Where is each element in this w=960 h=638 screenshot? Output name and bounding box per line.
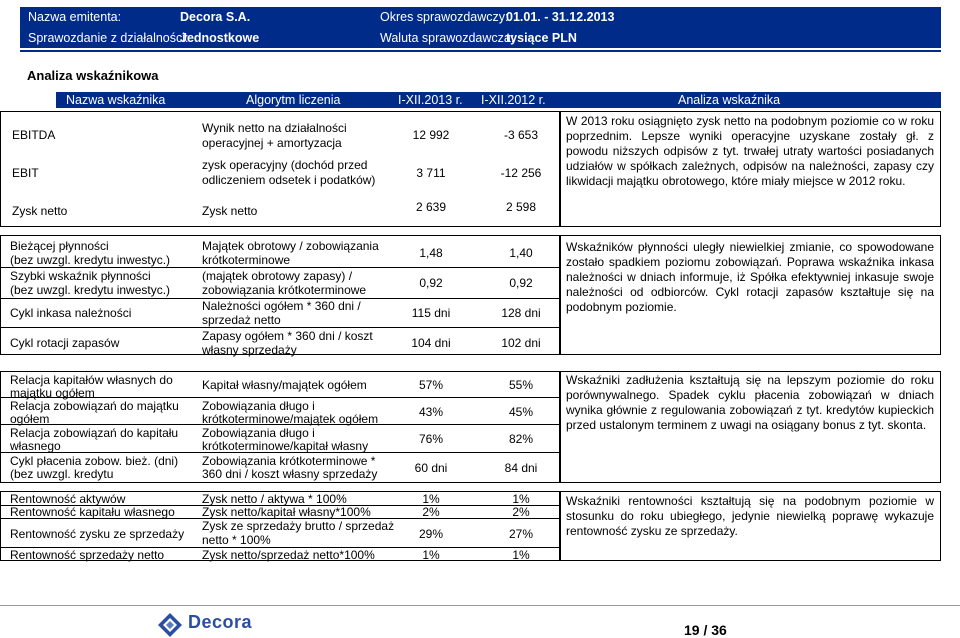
- group1-analysis: W 2013 roku osiągnięto zysk netto na podobnym poziomie co w roku poprzednim. Lepsze wyniki operacyjne uzyskane zostały gł. z powodu niższych odpisów z tyt. trwałej utraty wartości posiadanych udziałów w spółkach zależnych, odpisów na należności, zapasy czy likwidacji majątku obrotowego, które miały miejsce w 2012 roku.: [566, 114, 934, 188]
- roe-algo: Zysk netto/kapitał własny*100%: [202, 505, 371, 519]
- payables-cycle-name-2: (bez uwzgl. kredytu: [10, 467, 114, 481]
- ebit-name: EBIT: [12, 166, 39, 180]
- netprofit-name: Zysk netto: [12, 204, 68, 218]
- roa-2013: 1%: [422, 492, 440, 506]
- debt-ratio-2012: 45%: [508, 405, 534, 419]
- receivables-cycle-name: Cykl inkasa należności: [10, 306, 132, 320]
- current-liquidity-algo-1: Majątek obrotowy / zobowiązania: [202, 239, 379, 253]
- ebitda-algo-1: Wynik netto na działalności: [202, 121, 347, 135]
- debt-ratio-algo-2: krótkoterminowe/majątek ogółem: [202, 412, 379, 426]
- current-liquidity-algo-2: krótkoterminowe: [202, 253, 291, 267]
- inventory-cycle-2013: 104 dni: [411, 336, 451, 350]
- roe-2013: 2%: [422, 505, 440, 519]
- currency-value: tysiące PLN: [506, 31, 577, 45]
- inventory-cycle-algo-2: własny sprzedaży: [202, 343, 297, 357]
- col-name: Nazwa wskaźnika: [66, 93, 166, 107]
- current-liquidity-2013: 1,48: [419, 246, 443, 260]
- payables-cycle-name-1: Cykl płacenia zobow. bież. (dni): [10, 454, 179, 468]
- currency-label: Waluta sprawozdawcza:: [380, 31, 515, 45]
- roa-2012: 1%: [512, 492, 530, 506]
- debt-ratio-2013: 43%: [418, 405, 444, 419]
- header-divider: [20, 50, 941, 52]
- gross-margin-2012: 27%: [508, 527, 534, 541]
- payables-cycle-algo-1: Zobowiązania krótkoterminowe *: [202, 454, 376, 468]
- receivables-cycle-2013: 115 dni: [411, 306, 451, 320]
- quick-ratio-2012: 0,92: [509, 276, 533, 290]
- inventory-cycle-name: Cykl rotacji zapasów: [10, 336, 120, 350]
- quick-ratio-2013: 0,92: [419, 276, 443, 290]
- quick-ratio-algo-2: zobowiązania krótkoterminowe: [202, 283, 367, 297]
- column-header: [56, 92, 941, 108]
- ebitda-name: EBITDA: [12, 128, 56, 142]
- debt-equity-algo-1: Zobowiązania długo i: [202, 426, 315, 440]
- logo-text: Decora: [188, 612, 253, 632]
- debt-equity-algo-2: krótkoterminowe/kapitał własny: [202, 439, 369, 453]
- debt-ratio-name-2: ogółem: [10, 412, 50, 426]
- net-margin-algo: Zysk netto/sprzedaż netto*100%: [202, 548, 375, 562]
- inventory-cycle-2012: 102 dni: [501, 336, 541, 350]
- issuer-label: Nazwa emitenta:: [28, 10, 122, 24]
- receivables-cycle-2012: 128 dni: [501, 306, 541, 320]
- ebitda-2012: -3 653: [503, 128, 539, 142]
- col-2012: I-XII.2012 r.: [481, 93, 546, 107]
- payables-cycle-2013: 60 dni: [414, 461, 448, 475]
- period-label: Okres sprawozdawczy:: [380, 10, 509, 24]
- debt-equity-name-1: Relacja zobowiązań do kapitału: [10, 426, 179, 440]
- decora-logo-icon: [157, 612, 183, 638]
- gross-margin-algo-1: Zysk ze sprzedaży brutto / sprzedaż: [202, 519, 395, 533]
- period-value: 01.01. - 31.12.2013: [506, 10, 615, 24]
- ebitda-algo-2: operacyjnej + amortyzacja: [202, 136, 342, 150]
- col-algorithm: Algorytm liczenia: [246, 93, 341, 107]
- net-margin-2012: 1%: [512, 548, 530, 562]
- gross-margin-algo-2: netto * 100%: [202, 533, 271, 547]
- debt-equity-name-2: własnego: [10, 439, 61, 453]
- debt-equity-2012: 82%: [508, 432, 534, 446]
- inventory-cycle-algo-1: Zapasy ogółem * 360 dni / koszt: [202, 329, 373, 343]
- equity-ratio-2013: 57%: [418, 378, 444, 392]
- roa-algo: Zysk netto / aktywa * 100%: [202, 492, 347, 506]
- payables-cycle-2012: 84 dni: [504, 461, 538, 475]
- ebit-2012: -12 256: [500, 166, 542, 180]
- col-analysis: Analiza wskaźnika: [678, 93, 781, 107]
- current-liquidity-2012: 1,40: [509, 246, 533, 260]
- quick-ratio-name-1: Szybki wskaźnik płynności: [10, 269, 151, 283]
- roe-name: Rentowność kapitału własnego: [10, 505, 175, 519]
- receivables-cycle-algo-1: Należności ogółem * 360 dni /: [202, 299, 361, 313]
- ebitda-2013: 12 992: [412, 128, 450, 142]
- group3-analysis: Wskaźniki zadłużenia kształtują się na lepszym poziomie do roku porównywalnego. Spadek cyklu płacenia zobowiązań w dniach wynika głównie z regulowania zobowiązań z tyt. kredytów kupieckich przed ustalonym terminem z uwagi na osiągany bonus z tyt. skonta.: [566, 373, 934, 432]
- equity-ratio-name-1: Relacja kapitałów własnych do: [10, 373, 173, 387]
- col-2013: I-XII.2013 r.: [398, 93, 463, 107]
- ebit-2013: 3 711: [416, 166, 446, 180]
- gross-margin-2013: 29%: [418, 527, 444, 541]
- equity-ratio-name-2: majątku ogółem: [10, 386, 95, 400]
- quick-ratio-name-2: (bez uwzgl. kredytu inwestyc.): [10, 283, 171, 297]
- roa-name: Rentowność aktywów: [10, 492, 126, 506]
- net-margin-name: Rentowność sprzedaży netto: [10, 548, 165, 562]
- debt-ratio-algo-1: Zobowiązania długo i: [202, 399, 315, 413]
- payables-cycle-algo-2: 360 dni / koszt własny sprzedaży: [202, 467, 378, 481]
- roe-2012: 2%: [512, 505, 530, 519]
- equity-ratio-algo: Kapitał własny/majątek ogółem: [202, 378, 367, 392]
- issuer-value: Decora S.A.: [180, 10, 251, 24]
- report-header: [20, 7, 941, 48]
- netprofit-algo: Zysk netto: [202, 204, 258, 218]
- footer-divider: [0, 605, 960, 606]
- netprofit-2013: 2 639: [415, 200, 447, 214]
- net-margin-2013: 1%: [422, 548, 440, 562]
- quick-ratio-algo-1: (majątek obrotowy zapasy) /: [202, 269, 353, 283]
- page-number: 19 / 36: [684, 622, 727, 638]
- equity-ratio-2012: 55%: [508, 378, 534, 392]
- report-label: Sprawozdanie z działalności:: [28, 31, 189, 45]
- ebit-algo-2: odliczeniem odsetek i podatków): [202, 173, 376, 187]
- group2-analysis: Wskaźników płynności uległy niewielkiej zmianie, co spowodowane zostało spadkiem poziomu zobowiązań. Poprawa wskaźnika inkasa należności w dniach informuje, iż Spółka efektywniej inkasuje swoje należności od odbiorców. Cykl rotacji zapasów kształtuje się na podobnym poziomie.: [566, 240, 934, 314]
- section-title: Analiza wskaźnikowa: [27, 68, 159, 83]
- debt-ratio-name-1: Relacja zobowiązań do majątku: [10, 399, 179, 413]
- current-liquidity-name-1: Bieżącej płynności: [10, 239, 109, 253]
- report-value: Jednostkowe: [180, 31, 260, 45]
- receivables-cycle-algo-2: sprzedaż netto: [202, 313, 281, 327]
- ebit-algo-1: zysk operacyjny (dochód przed: [202, 158, 368, 172]
- current-liquidity-name-2: (bez uwzgl. kredytu inwestyc.): [10, 253, 171, 267]
- gross-margin-name: Rentowność zysku ze sprzedaży: [10, 527, 185, 541]
- debt-equity-2013: 76%: [418, 432, 444, 446]
- netprofit-2012: 2 598: [505, 200, 537, 214]
- group4-analysis: Wskaźniki rentowności kształtują się na podobnym poziomie w stosunku do roku ubiegłego, jedynie niewielką poprawę wykazuje rentowność zysku ze sprzedaży.: [566, 494, 934, 538]
